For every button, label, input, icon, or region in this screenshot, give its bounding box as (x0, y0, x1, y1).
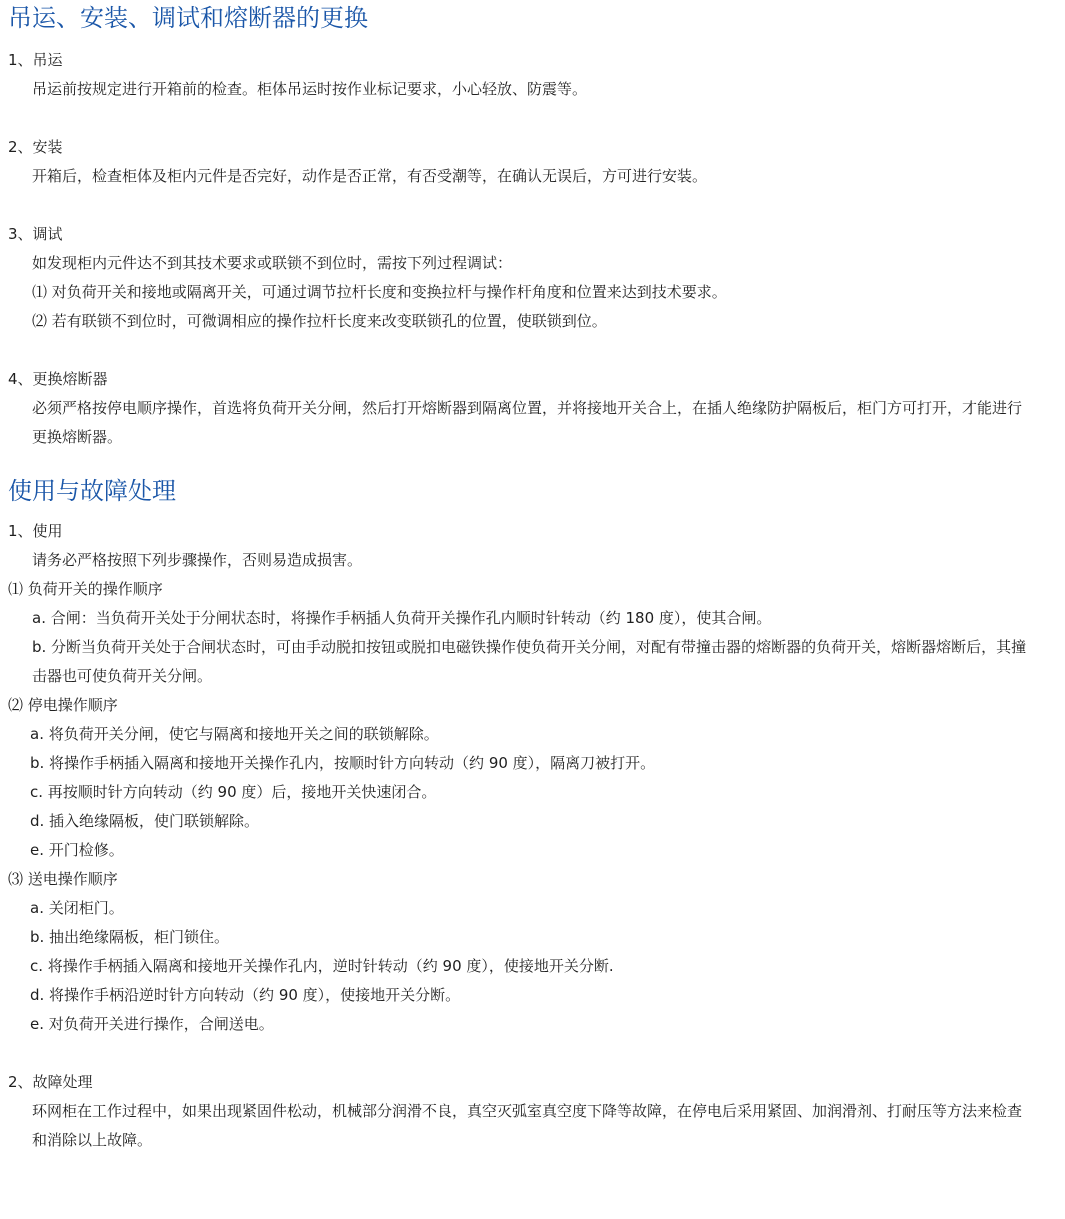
item-heading-debug: 3、调试 (8, 225, 63, 243)
spacer (8, 191, 1055, 220)
section-title: 使用与故障处理 (8, 477, 176, 505)
spacer (8, 1039, 1055, 1068)
group-line: d. 将操作手柄沿逆时针方向转动（约 90 度），使接地开关分断。 (30, 986, 461, 1004)
group-line: e. 对负荷开关进行操作，合闸送电。 (30, 1015, 274, 1033)
usage-heading: 1、使用 (8, 522, 63, 540)
group-line: e. 开门检修。 (30, 841, 124, 859)
item-heading-lifting: 1、吊运 (8, 51, 63, 69)
usage-intro: 请务必严格按照下列步骤操作，否则易造成损害。 (32, 551, 363, 569)
spacer (8, 336, 1055, 365)
item-text-lifting: 吊运前按规定进行开箱前的检查。柜体吊运时按作业标记要求，小心轻放、防震等。 (32, 80, 588, 98)
fault-heading: 2、故障处理 (8, 1073, 93, 1091)
group-line: a. 将负荷开关分闸，使它与隔离和接地开关之间的联锁解除。 (30, 725, 439, 743)
item-text-debug-intro: 如发现柜内元件达不到其技术要求或联锁不到位时，需按下列过程调试： (32, 254, 513, 272)
fault-text: 环网柜在工作过程中，如果出现紧固件松动，机械部分润滑不良，真空灭弧室真空度下降等故障，在停电后采用紧固、加润滑剂、打耐压等方法来检查和消除以上故障。 (32, 1102, 1023, 1149)
group-heading-poweron: ⑶ 送电操作顺序 (8, 870, 118, 888)
group-line: c. 再按顺时针方向转动（约 90 度）后，接地开关快速闭合。 (30, 783, 437, 801)
section-usage (8, 475, 1055, 1155)
item-text-install: 开箱后，检查柜体及柜内元件是否完好，动作是否正常，有否受潮等，在确认无误后，方可进行安装。 (32, 167, 708, 185)
group-line: b. 分断当负荷开关处于合闸状态时，可由手动脱扣按钮或脱扣电磁铁操作使负荷开关分闸，对配有带撞击器的熔断器的负荷开关，熔断器熔断后，其撞击器也可使负荷开关分闸。 (32, 638, 1027, 685)
spacer (8, 104, 1055, 133)
item-heading-fuse: 4、更换熔断器 (8, 370, 108, 388)
section-title: 吊运、安装、调试和熔断器的更换 (8, 4, 368, 32)
group-line: d. 插入绝缘隔板，使门联锁解除。 (30, 812, 260, 830)
item-text-debug-step2: ⑵ 若有联锁不到位时，可微调相应的操作拉杆长度来改变联锁孔的位置，使联锁到位。 (32, 312, 607, 330)
group-line: b. 将操作手柄插入隔离和接地开关操作孔内，按顺时针方向转动（约 90 度），隔离刀被打开。 (30, 754, 656, 772)
group-line: b. 抽出绝缘隔板，柜门锁住。 (30, 928, 230, 946)
group-line: c. 将操作手柄插入隔离和接地开关操作孔内，逆时针转动（约 90 度），使接地开关分断. (30, 957, 614, 975)
group-line: a. 合闸：当负荷开关处于分闸状态时，将操作手柄插人负荷开关操作孔内顺时针转动（约 180 度），使其合闸。 (32, 609, 772, 627)
section-installation (8, 0, 1055, 452)
group-heading-switch: ⑴ 负荷开关的操作顺序 (8, 580, 163, 598)
item-heading-install: 2、安装 (8, 138, 63, 156)
group-heading-poweroff: ⑵ 停电操作顺序 (8, 696, 118, 714)
item-text-fuse: 必须严格按停电顺序操作，首选将负荷开关分闸，然后打开熔断器到隔离位置，并将接地开关合上，在插人绝缘防护隔板后，柜门方可打开，才能进行更换熔断器。 (32, 399, 1023, 446)
group-line: a. 关闭柜门。 (30, 899, 124, 917)
item-text-debug-step1: ⑴ 对负荷开关和接地或隔离开关，可通过调节拉杆长度和变换拉杆与操作杆角度和位置来达到技术要求。 (32, 283, 727, 301)
